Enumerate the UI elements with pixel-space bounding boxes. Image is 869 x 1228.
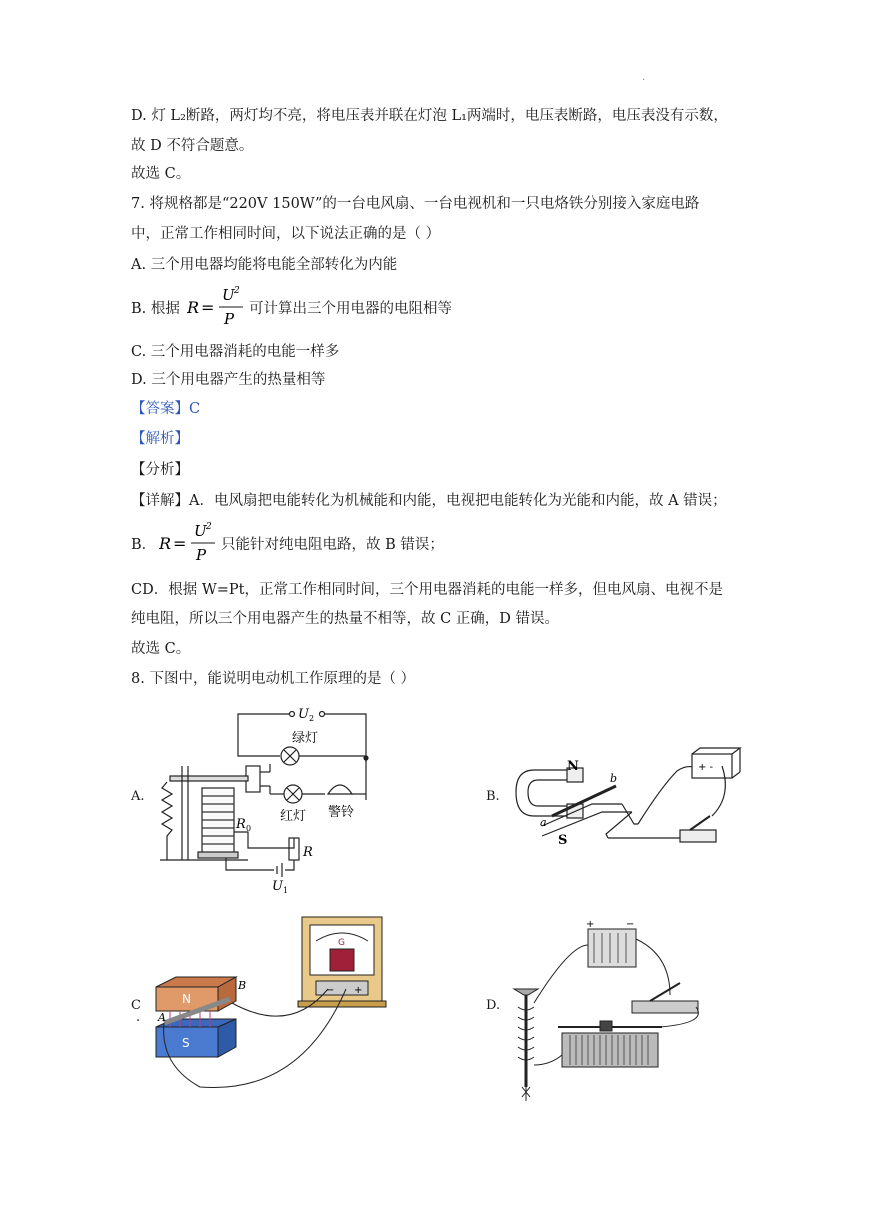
fig-a-red-lamp: 红灯 xyxy=(280,809,307,824)
fig-a-green-lamp: 绿灯 xyxy=(292,731,319,746)
fig-d-minus: − xyxy=(626,919,635,930)
formula-num: U xyxy=(194,522,207,540)
fig-c-label: C xyxy=(131,998,141,1013)
text-line: 故 D 不符合题意。 xyxy=(131,138,254,154)
option-b-text: 可计算出三个用电器的电阻相等 xyxy=(249,301,452,317)
figure-a-relay-circuit xyxy=(150,702,380,894)
fig-a-bell: 警铃 xyxy=(328,805,355,820)
figure-b-motor-setup xyxy=(512,746,752,851)
text-line: 纯电阻，所以三个用电器产生的热量不相等，故 C 正确，D 错误。 xyxy=(131,611,560,627)
answer-tag: 【答案】C xyxy=(131,401,201,417)
fig-c-dot: . xyxy=(136,1010,141,1025)
fig-a-r0: R xyxy=(236,817,246,832)
fig-d-label: D. xyxy=(486,998,501,1013)
text-line: 故选 C。 xyxy=(131,641,191,657)
detail-b-text: 只能针对纯电阻电路，故 B 错误； xyxy=(221,537,444,553)
formula-exp: 2 xyxy=(206,522,212,532)
fig-c-s: S xyxy=(182,1036,190,1050)
fig-a-r0-sub: 0 xyxy=(246,824,252,833)
fig-b-battery-terminals: + - xyxy=(698,762,714,773)
fig-c-n: N xyxy=(182,992,191,1006)
formula-den: P xyxy=(196,546,207,564)
formula-den: P xyxy=(224,310,235,328)
fig-b-s: S xyxy=(558,833,568,848)
detail-cd: CD．根据 W=Pt，正常工作相同时间，三个用电器消耗的电能一样多，但电风扇、电视不是 xyxy=(131,582,723,598)
detail-b xyxy=(131,520,631,564)
formula-eq: = xyxy=(201,298,215,317)
detail-b-label: B． xyxy=(131,537,157,553)
fig-a-u2-sub: 2 xyxy=(309,714,315,723)
fig-c-plus: + xyxy=(354,985,363,996)
option-c: C. 三个用电器消耗的电能一样多 xyxy=(131,344,340,360)
question-7: 7. 将规格都是“220V 150W”的一台电风扇、一台电视机和一只电烙铁分别接入家庭电路 xyxy=(131,196,700,212)
formula-lhs: R xyxy=(159,534,172,553)
fig-c-g: G xyxy=(338,938,345,948)
fig-b-a: a xyxy=(540,816,547,829)
option-d: D. 三个用电器产生的热量相等 xyxy=(131,372,326,388)
detail-line: 【详解】A．电风扇把电能转化为机械能和内能，电视把电能转化为光能和内能，故 A 错误； xyxy=(131,493,727,509)
formula-lhs: R xyxy=(187,298,200,317)
text-line: 故选 C。 xyxy=(131,166,191,182)
fig-c-a: A xyxy=(158,1011,166,1024)
text-line: D. 灯 L₂断路，两灯均不亮，将电压表并联在灯泡 L₁两端时，电压表断路，电压表没有示数， xyxy=(131,108,728,124)
question-8: 8. 下图中，能说明电动机工作原理的是（ ） xyxy=(131,671,416,687)
fig-a-label: A. xyxy=(131,789,145,804)
formula-num: U xyxy=(222,286,235,304)
fig-b-b: b xyxy=(610,772,618,785)
fig-c-minus: − xyxy=(326,985,335,996)
fig-a-u2: U xyxy=(298,707,309,722)
fig-c-b: B xyxy=(238,979,247,992)
option-b xyxy=(131,284,631,328)
header-mark: . xyxy=(642,72,646,83)
formula-eq: = xyxy=(173,534,187,553)
fenxi-tag: 【分析】 xyxy=(131,462,189,478)
analysis-tag: 【解析】 xyxy=(131,431,189,447)
option-b-label: B. 根据 xyxy=(131,301,180,317)
fig-a-r: R xyxy=(303,845,313,860)
text-line: 中，正常工作相同时间，以下说法正确的是（ ） xyxy=(131,226,441,242)
fig-a-u1-sub: 1 xyxy=(283,886,289,894)
formula-exp: 2 xyxy=(234,286,240,296)
fig-d-plus: + xyxy=(586,919,595,930)
figure-c-galvanometer-setup xyxy=(150,915,390,1100)
fig-a-u1: U xyxy=(272,879,283,894)
formula-r-eq-u2-over-p xyxy=(159,520,219,564)
formula-r-eq-u2-over-p xyxy=(187,284,247,328)
option-a: A. 三个用电器均能将电能全部转化为内能 xyxy=(131,257,398,273)
figure-d-electromagnet-setup xyxy=(510,915,710,1110)
fig-b-n: N xyxy=(567,759,579,774)
fig-b-label: B. xyxy=(486,789,500,804)
